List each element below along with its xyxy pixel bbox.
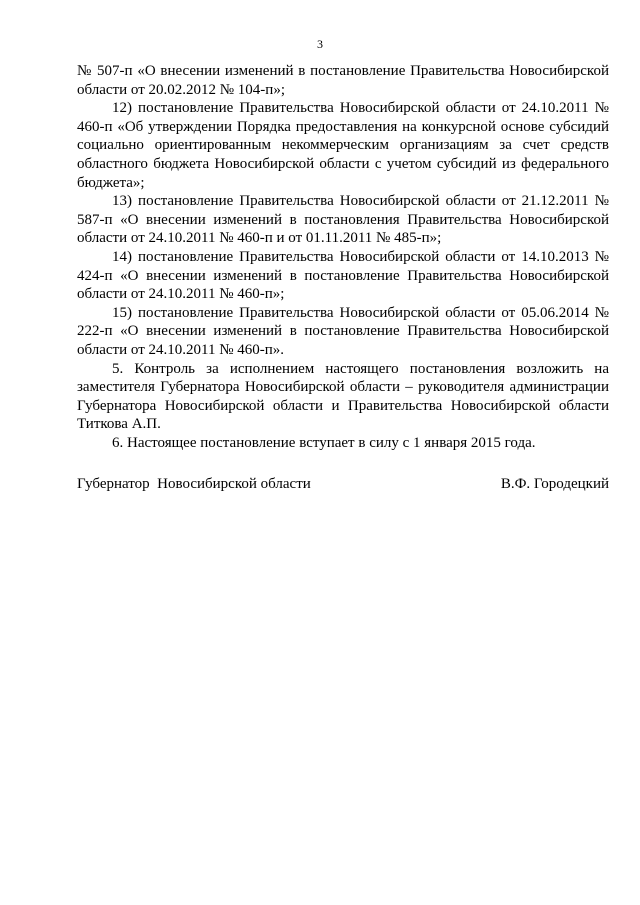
list-item-12: 12) постановление Правительства Новосибирской области от 24.10.2011 № 460-п «Об утверждении Порядка предоставления на конкурсной основе субсидий социально ориентированным некоммерческим организациям за счет средств областного бюджета Новосибирской области с учетом субсидий из федерального бюджета»; [77,100,609,191]
signature-block [77,475,609,495]
list-item-15: 15) постановление Правительства Новосибирской области от 05.06.2014 № 222-п «О внесении изменений в постановление Правительства Новосибирской области от 24.10.2011 № 460-п». [77,304,609,358]
paragraph-continuation: № 507-п «О внесении изменений в постановление Правительства Новосибирской области от 20.02.2012 № 104-п»; [77,63,609,98]
list-item-13: 13) постановление Правительства Новосибирской области от 21.12.2011 № 587-п «О внесении изменений в постановления Правительства Новосибирской области от 24.10.2011 № 460-п и от 01.11.2011 № 485-п»; [77,193,609,247]
signatory-name: В.Ф. Городецкий [500,476,609,492]
page-number: 3 [317,37,323,51]
document-body [77,62,609,452]
clause-5-control: 5. Контроль за исполнением настоящего постановления возложить на заместителя Губернатора Новосибирской области – руководителя администрации Губернатора Новосибирской области и Правительства Новосибирской области Титкова А.П. [77,360,609,433]
signatory-position: Губернатор Новосибирской области [77,476,311,492]
clause-6-effective-date: 6. Настоящее постановление вступает в силу с 1 января 2015 года. [112,434,536,451]
list-item-14: 14) постановление Правительства Новосибирской области от 14.10.2013 № 424-п «О внесении изменений в постановление Правительства Новосибирской области от 24.10.2011 № 460-п»; [77,248,609,303]
